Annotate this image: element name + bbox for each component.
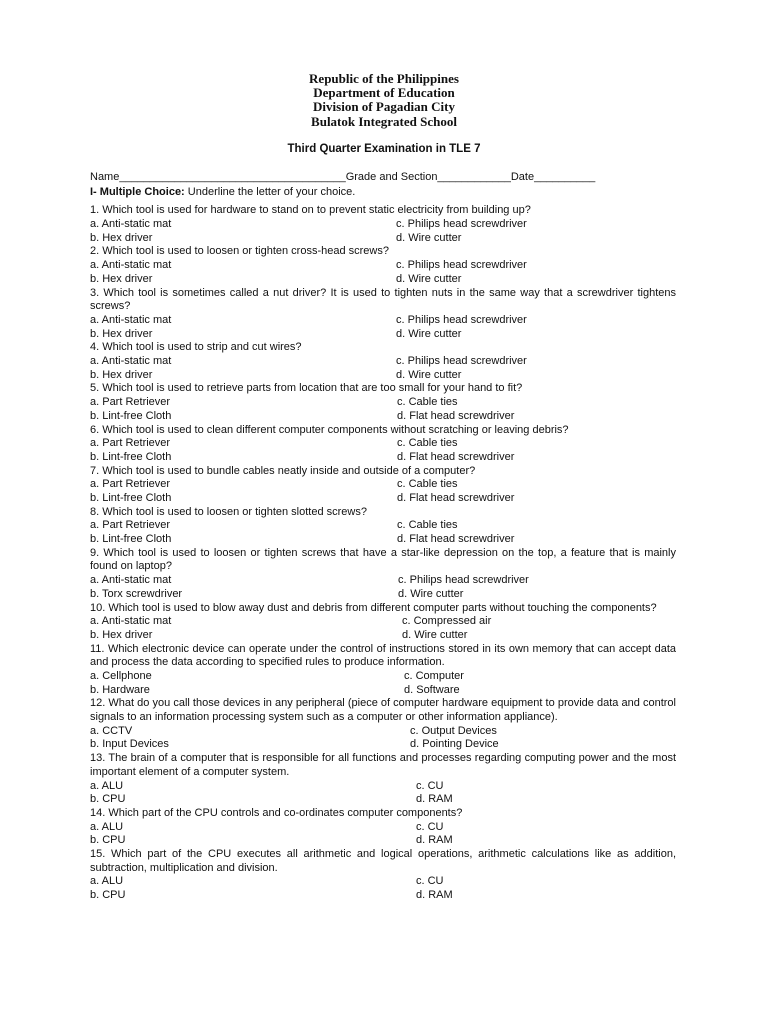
option-row (90, 328, 676, 342)
option-row (90, 684, 676, 698)
option-row (90, 437, 676, 451)
question-block (90, 807, 676, 848)
option-row (90, 451, 676, 465)
option-d[interactable]: d. Flat head screwdriver (397, 533, 515, 546)
option-a[interactable]: a. Anti-static mat (90, 259, 172, 272)
option-c[interactable]: c. Cable ties (397, 478, 458, 491)
school-header (0, 72, 768, 129)
option-b[interactable]: b. Torx screwdriver (90, 587, 183, 600)
question-text: 3. Which tool is sometimes called a nut driver? It is used to tighten nuts in the same way that a screwdriver tightens screws? (90, 286, 676, 313)
option-row (90, 821, 676, 835)
option-c[interactable]: c. Philips head screwdriver (396, 313, 527, 326)
option-b[interactable]: b. Lint-free Cloth (90, 491, 172, 504)
option-row (90, 478, 676, 492)
instructions-label: I- Multiple Choice: (90, 185, 185, 198)
option-c[interactable]: c. Output Devices (410, 724, 497, 737)
question-text: 9. Which tool is used to loosen or tighten screws that have a star-like depression on the top, a feature that is mainly found on laptop? (90, 546, 676, 573)
option-a[interactable]: a. Anti-static mat (90, 218, 172, 231)
header-line-2: Department of Education (313, 85, 455, 101)
option-d[interactable]: d. RAM (416, 793, 453, 806)
option-c[interactable]: c. Philips head screwdriver (396, 355, 527, 368)
option-a[interactable]: a. Anti-static mat (90, 313, 172, 326)
option-row (90, 492, 676, 506)
header-line-1: Republic of the Philippines (309, 71, 459, 86)
option-c[interactable]: c. Cable ties (397, 519, 458, 532)
option-c[interactable]: c. CU (416, 875, 444, 888)
question-text: 8. Which tool is used to loosen or tighten slotted screws? (90, 505, 367, 518)
option-d[interactable]: d. RAM (416, 889, 453, 902)
option-d[interactable]: d. Wire cutter (396, 327, 462, 340)
header-line-4: Bulatok Integrated School (311, 113, 457, 129)
option-row (90, 615, 676, 629)
option-row (90, 629, 676, 643)
option-d[interactable]: d. Wire cutter (402, 628, 468, 641)
option-c[interactable]: c. Cable ties (397, 437, 458, 450)
option-row (90, 232, 676, 246)
option-a[interactable]: a. Part Retriever (90, 396, 171, 409)
question-text: 11. Which electronic device can operate under the control of instructions stored in its own memory that can accept data and process the data according to specified rules to produce information. (90, 642, 676, 669)
option-d[interactable]: d. Pointing Device (410, 738, 499, 751)
option-a[interactable]: a. ALU (90, 820, 124, 833)
question-block (90, 643, 676, 698)
option-c[interactable]: c. Compressed air (402, 615, 492, 628)
option-b[interactable]: b. CPU (90, 889, 126, 902)
option-b[interactable]: b. Lint-free Cloth (90, 450, 172, 463)
option-row (90, 670, 676, 684)
option-b[interactable]: b. Hex driver (90, 628, 153, 641)
option-a[interactable]: a. Cellphone (90, 670, 152, 682)
option-row (90, 793, 676, 807)
option-row (90, 519, 676, 533)
question-block (90, 204, 676, 245)
option-a[interactable]: a. Part Retriever (90, 478, 171, 491)
question-block (90, 547, 676, 602)
question-block (90, 341, 676, 382)
option-b[interactable]: b. Hex driver (90, 327, 153, 340)
option-row (90, 369, 676, 383)
option-c[interactable]: c. CU (416, 779, 444, 792)
question-text: 4. Which tool is used to strip and cut wires? (90, 341, 302, 354)
question-text: 5. Which tool is used to retrieve parts from location that are too small for your hand to fit? (90, 382, 523, 395)
option-row (90, 273, 676, 287)
option-row (90, 410, 676, 424)
name-field[interactable]: Name_____________________________________ (90, 171, 346, 183)
option-row (90, 355, 676, 369)
option-row (90, 574, 676, 588)
option-d[interactable]: d. Software (404, 683, 460, 696)
option-a[interactable]: a. ALU (90, 779, 124, 792)
question-text: 12. What do you call those devices in any peripheral (piece of computer hardware equipment to provide data and control signals to an information processing system such as a computer or other information appliance). (90, 697, 676, 724)
question-block (90, 245, 676, 286)
question-text: 2. Which tool is used to loosen or tighten cross-head screws? (90, 245, 389, 258)
option-d[interactable]: d. Flat head screwdriver (397, 409, 515, 422)
option-c[interactable]: c. Cable ties (397, 396, 458, 409)
exam-content (90, 171, 676, 903)
grade-section-field[interactable]: Grade and Section____________ (345, 171, 511, 183)
option-b[interactable]: b. Hex driver (90, 368, 153, 381)
option-row (90, 533, 676, 547)
option-row (90, 875, 676, 889)
option-row (90, 725, 676, 739)
option-c[interactable]: c. Philips head screwdriver (396, 218, 527, 231)
exam-title: Third Quarter Examination in TLE 7 (287, 143, 481, 155)
option-b[interactable]: b. CPU (90, 793, 126, 806)
option-d[interactable]: d. RAM (416, 834, 453, 847)
option-row (90, 588, 676, 602)
option-d[interactable]: d. Flat head screwdriver (397, 450, 515, 463)
option-a[interactable]: a. Part Retriever (90, 519, 171, 532)
option-row (90, 889, 676, 903)
question-text: 13. The brain of a computer that is responsible for all functions and processes regarding computing power and the most important element of a computer system. (90, 752, 676, 778)
option-b[interactable]: b. Hex driver (90, 231, 153, 244)
question-block (90, 287, 676, 342)
option-row (90, 834, 676, 848)
question-list (90, 204, 676, 902)
option-row (90, 259, 676, 273)
question-text: 7. Which tool is used to bundle cables neatly inside and outside of a computer? (90, 464, 476, 477)
option-d[interactable]: d. Wire cutter (396, 368, 462, 381)
option-row (90, 780, 676, 794)
question-block (90, 752, 676, 807)
option-row (90, 738, 676, 752)
question-block (90, 848, 676, 903)
question-block (90, 382, 676, 423)
option-c[interactable]: c. CU (416, 820, 444, 833)
option-b[interactable]: b. Lint-free Cloth (90, 409, 172, 422)
instructions-text: Underline the letter of your choice. (184, 185, 356, 198)
option-a[interactable]: a. Anti-static mat (90, 355, 172, 368)
question-block (90, 506, 676, 547)
option-a[interactable]: a. Anti-static mat (90, 574, 172, 587)
question-block (90, 602, 676, 643)
option-row (90, 218, 676, 232)
option-b[interactable]: b. Hex driver (90, 272, 153, 285)
option-b[interactable]: b. Input Devices (90, 738, 169, 751)
question-text: 6. Which tool is used to clean different computer components without scratching or leaving debris? (90, 423, 569, 436)
option-row (90, 314, 676, 328)
header-line-3: Division of Pagadian City (313, 99, 455, 115)
option-c[interactable]: c. Philips head screwdriver (396, 259, 527, 272)
instructions (90, 186, 676, 200)
option-d[interactable]: d. Flat head screwdriver (397, 491, 515, 504)
student-info-fields (90, 171, 676, 185)
date-field[interactable]: Date__________ (510, 171, 596, 183)
question-block (90, 465, 676, 506)
option-b[interactable]: b. Lint-free Cloth (90, 533, 172, 546)
option-d[interactable]: d. Wire cutter (396, 231, 462, 244)
option-c[interactable]: c. Computer (404, 670, 464, 682)
question-text: 1. Which tool is used for hardware to stand on to prevent static electricity from building up? (90, 204, 531, 217)
option-row (90, 396, 676, 410)
question-text: 10. Which tool is used to blow away dust and debris from different computer parts without touching the components? (90, 601, 657, 614)
question-text: 15. Which part of the CPU executes all arithmetic and logical operations, arithmetic calculations like as addition, subtraction, multiplication and division. (90, 848, 676, 874)
option-b[interactable]: b. Hardware (90, 683, 150, 696)
option-a[interactable]: a. CCTV (90, 724, 133, 737)
option-b[interactable]: b. CPU (90, 834, 126, 847)
question-block (90, 424, 676, 465)
option-d[interactable]: d. Wire cutter (396, 272, 462, 285)
option-a[interactable]: a. ALU (90, 875, 124, 888)
option-a[interactable]: a. Part Retriever (90, 437, 171, 450)
option-d[interactable]: d. Wire cutter (398, 587, 464, 600)
question-block (90, 697, 676, 752)
option-a[interactable]: a. Anti-static mat (90, 615, 172, 628)
option-c[interactable]: c. Philips head screwdriver (398, 574, 529, 587)
question-text: 14. Which part of the CPU controls and co-ordinates computer components? (90, 806, 463, 819)
